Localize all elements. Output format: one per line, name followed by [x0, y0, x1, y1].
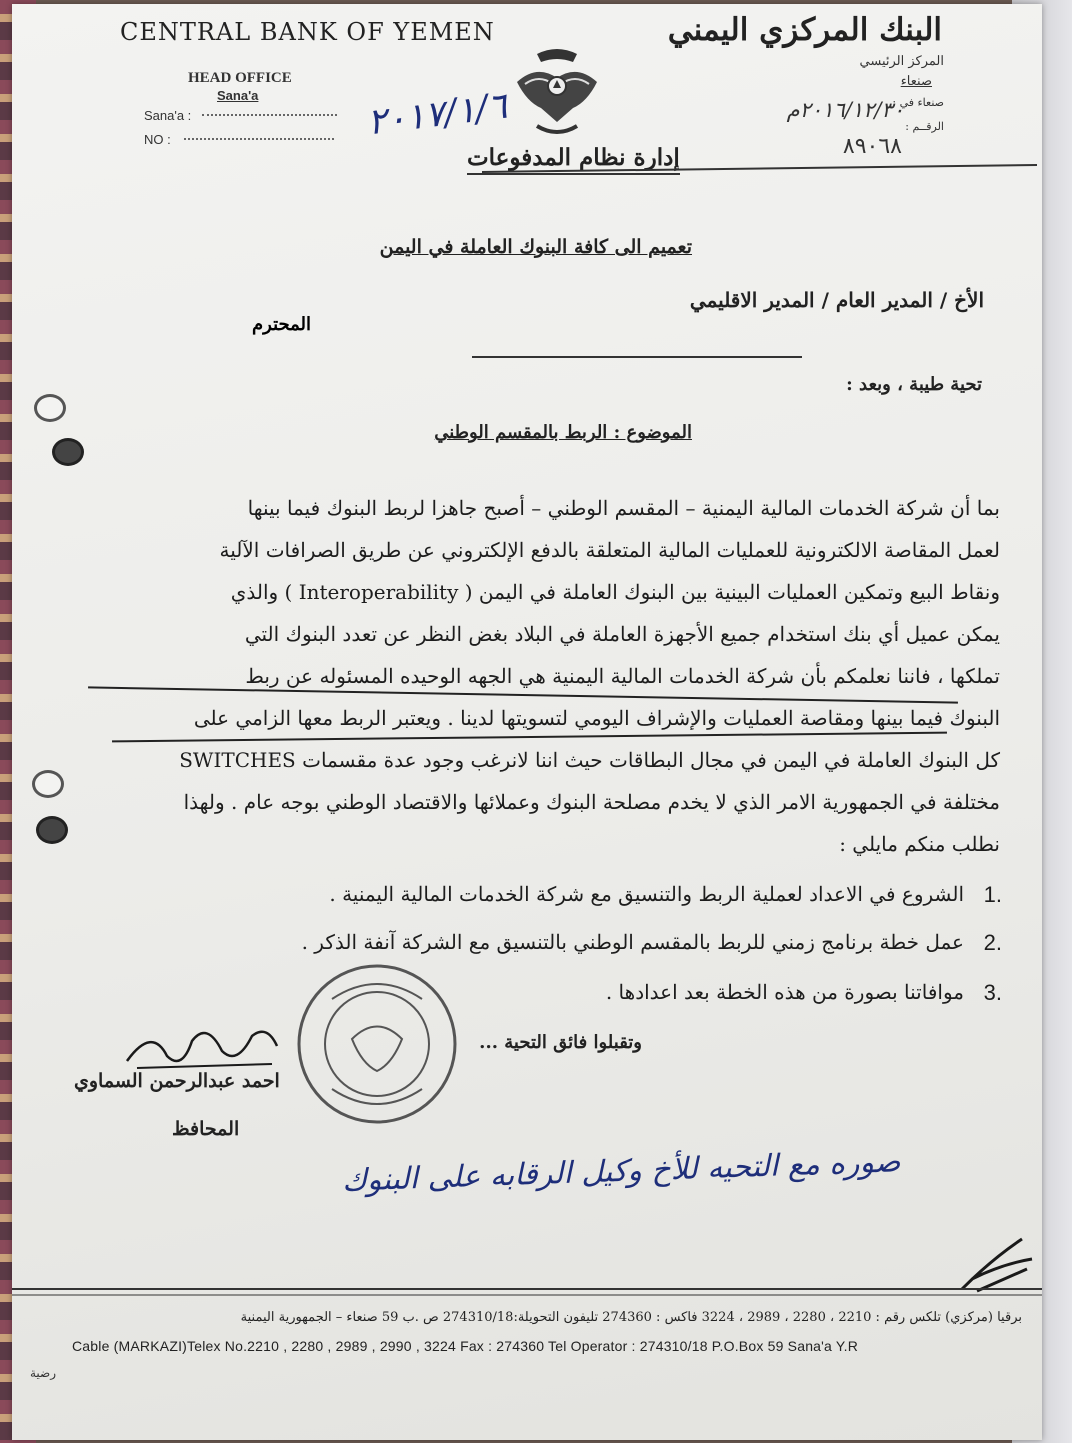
body-line-8: مختلفة في الجمهورية الامر الذي لا يخدم مصلحة البنوك وعملائها والاقتصاد الوطني بوجه عام . ولهذا — [183, 790, 1000, 814]
date-value: ٢٠١٦/١٢/٣٠م — [786, 98, 904, 122]
punch-hole-icon — [34, 394, 66, 422]
request-number-1: 1. — [983, 882, 1002, 907]
governor-name: احمد عبدالرحمن السماوي — [74, 1070, 280, 1092]
body-line-1: بما أن شركة الخدمات المالية اليمنية – المقسم الوطني – أصبح جاهزا لربط البنوك فيما بينها — [247, 496, 1000, 520]
head-office-label: HEAD OFFICE — [188, 70, 292, 86]
footer-contact-english: Cable (MARKAZI)Telex No.2210 , 2280 , 2989 , 2990 , 3224 Fax : 274360 Tel Operator : 274310/18 P.O.Box 59 Sana'a Y.R — [72, 1338, 859, 1354]
footer-contact-arabic: برقيا (مركزي) تلكس رقم : 2210 ، 2280 ، 2989 ، 3224 فاكس : 274360 تليفون التحويلة:274310/18 ص .ب 59 صنعاء – الجمهورية اليمنية — [240, 1310, 1022, 1325]
date-field-label-en: Sana'a : — [144, 108, 192, 123]
bank-name-english: CENTRAL BANK OF YEMEN — [120, 18, 495, 46]
head-office-arabic: المركز الرئيسي — [859, 54, 944, 69]
head-office-city: Sana'a — [217, 88, 259, 103]
circular-title: تعميم الى كافة البنوك العاملة في اليمن — [379, 236, 692, 258]
body-line-3: ونقاط البيع وتمكين العمليات البينية بين البنوك العاملة في اليمن ( Interoperability ) والذي — [230, 580, 1000, 604]
ref-number: ٨٩٠٦٨ — [842, 134, 902, 159]
bank-name-arabic: البنك المركزي اليمني — [667, 12, 942, 48]
request-number-3: 3. — [983, 980, 1002, 1005]
request-number-2: 2. — [983, 930, 1002, 955]
handwritten-underline-2 — [112, 732, 947, 743]
footer-divider — [12, 1286, 1042, 1298]
request-item-2: عمل خطة برنامج زمني للربط بالمقسم الوطني بالتنسيق مع الشركة آنفة الذكر . — [301, 930, 964, 954]
respected-label: المحترم — [252, 314, 312, 335]
handwritten-date: ٢٠١٧/١/٦ — [365, 85, 510, 144]
addressee-line: الأخ / المدير العام / المدير الاقليمي — [689, 288, 984, 312]
body-line-4: يمكن عميل أي بنك استخدام جميع الأجهزة العاملة في البلاد بغض النظر عن تعدد البنوك التي — [244, 622, 1000, 646]
body-line-5: تملكها ، فاننا نعلمكم بأن شركة الخدمات المالية اليمنية هي الجهه الوحيده المسئوله عن ربط — [245, 664, 1000, 688]
greeting-line: تحية طيبة ، وبعد : — [846, 374, 982, 395]
official-seal-icon — [292, 959, 462, 1129]
punch-hole-icon — [52, 438, 84, 466]
body-line-9: نطلب منكم مايلي : — [839, 832, 1000, 856]
typist-initials: رضية — [30, 1366, 57, 1380]
closing-line: وتقبلوا فائق التحية ... — [479, 1032, 642, 1053]
city-arabic: صنعاء — [900, 74, 932, 89]
header-divider — [482, 164, 1037, 174]
request-item-1: الشروع في الاعداد لعملية الربط والتنسيق مع شركة الخدمات المالية اليمنية . — [329, 882, 964, 906]
handwritten-underline-1 — [88, 686, 958, 703]
ref-field-label-en: NO : — [144, 132, 171, 147]
request-item-3: موافاتنا بصورة من هذه الخطة بعد اعدادها . — [605, 980, 964, 1004]
eagle-emblem-icon — [507, 42, 607, 142]
punch-hole-icon — [36, 816, 68, 844]
date-label-arabic: صنعاء في : — [892, 96, 944, 109]
subject-line: الموضوع : الربط بالمقسم الوطني — [434, 422, 692, 443]
punch-hole-icon — [32, 770, 64, 798]
ref-label-arabic: الرقــم : — [905, 120, 944, 133]
handwritten-note: صوره مع التحيه للأخ وكيل الرقابه على البنوك — [341, 1144, 901, 1199]
addressee-underline — [472, 356, 802, 358]
date-field-dots-en — [202, 114, 337, 116]
body-line-2: لعمل المقاصة الالكترونية للعمليات المالية المتعلقة بالدفع الإلكتروني عن طريق الصرافات الآلية — [219, 538, 1000, 562]
department-title: إدارة نظام المدفوعات — [467, 144, 680, 175]
ref-field-dots-en — [184, 138, 334, 140]
governor-title: المحافظ — [172, 1118, 240, 1140]
body-line-6: البنوك فيما بينها ومقاصة العمليات والإشراف اليومي لتسويتها لدينا . ويعتبر الربط معها الزامي على — [193, 706, 1000, 730]
body-line-7: كل البنوك العاملة في اليمن في مجال البطاقات حيث اننا لانرغب وجود عدة مقسمات SWITCHES — [179, 748, 1000, 772]
governor-signature-icon — [122, 1016, 282, 1076]
letter-page — [12, 4, 1042, 1440]
